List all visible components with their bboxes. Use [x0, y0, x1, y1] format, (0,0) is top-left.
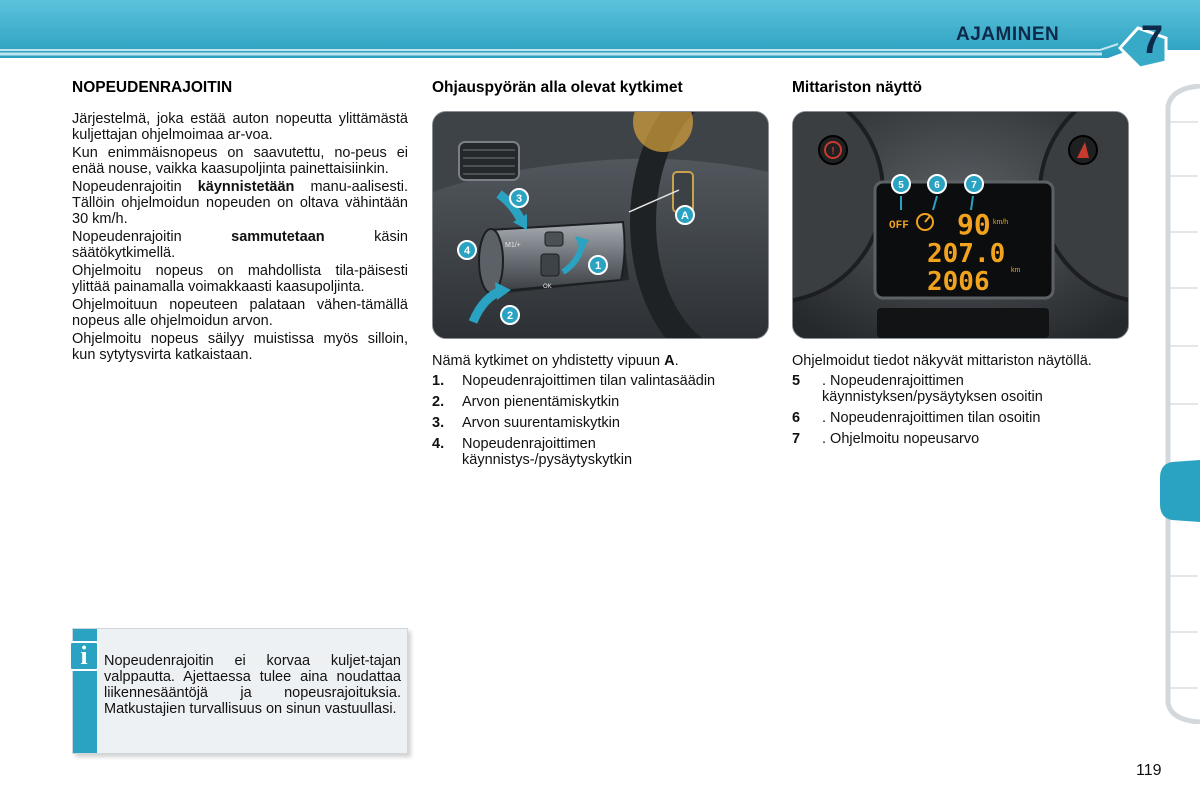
paragraph: Nopeudenrajoitin sammutetaan käsin säätökytkimellä.: [72, 229, 408, 261]
speed-unit: km/h: [993, 219, 1009, 226]
badge-6: 6: [934, 180, 940, 191]
paragraph: Nopeudenrajoitin käynnistetään manu-aalisesti. Tällöin ohjelmoidun nopeuden on oltava vähintään 30 km/h.: [72, 179, 408, 227]
list-item: 4. Nopeudenrajoittimen käynnistys-/pysäytyskytkin: [432, 436, 633, 468]
svg-text:OK: OK: [543, 284, 552, 290]
speed-limiter-column: [72, 78, 408, 365]
label-1: 1: [594, 260, 602, 272]
instrument-display-column: [792, 78, 1129, 452]
list-item: 6 . Nopeudenrajoittimen tilan osoitin: [792, 410, 1041, 426]
paragraph: Kun enimmäisnopeus on saavutettu, no-peus ei enää nouse, vaikka kaasupoljinta painettaisiinkin.: [72, 145, 408, 177]
figure-caption: Ohjelmoidut tiedot näkyvät mittariston näytöllä.: [792, 353, 1092, 369]
section-heading: Ohjauspyörän alla olevat kytkimet: [432, 79, 683, 96]
info-text: Nopeudenrajoitin ei korvaa kuljet-tajan valppautta. Ajettaessa tulee aina noudattaa liikennesääntöjä ja nopeusrajoituksia. Matkustajien turvallisuus on sinun vastuullasi.: [104, 653, 401, 717]
list-item: 5 . Nopeudenrajoittimen käynnistyksen/pysäytyksen osoitin: [792, 373, 1043, 405]
steering-switches-column: [432, 78, 768, 473]
paragraph: Ohjelmoitu nopeus on mahdollista tila-päisesti ylittää painamalla voimakkaasti kaasupoljinta.: [72, 263, 408, 295]
svg-text:!: !: [831, 146, 835, 157]
instrument-illustration: [793, 112, 1129, 339]
info-note: [72, 628, 408, 754]
label-4: 4: [463, 245, 471, 257]
paragraph: Ohjelmoituun nopeuteen palataan vähen-tämällä nopeus alle ohjelmoidun arvon.: [72, 297, 408, 329]
paragraph: Ohjelmoitu nopeus säilyy muistissa myös silloin, kun sytytysvirta katkaistaan.: [72, 331, 408, 363]
list-item: 2. Arvon pienentämiskytkin: [432, 394, 620, 410]
chapter-number: 7: [1140, 18, 1164, 62]
trip-display: 207.0: [927, 239, 1006, 269]
odometer-unit: km: [1011, 267, 1021, 274]
list-item: 1. Nopeudenrajoittimen tilan valintasäädin: [432, 373, 716, 389]
list-item: 7 . Ohjelmoitu nopeusarvo: [792, 431, 980, 447]
svg-text:M1/+: M1/+: [505, 242, 521, 249]
chapter-title: AJAMINEN: [956, 24, 1060, 45]
instrument-display-figure: [792, 111, 1129, 339]
figure-caption: Nämä kytkimet on yhdistetty vipuun A.: [432, 353, 679, 369]
section-heading: Mittariston näyttö: [792, 79, 923, 96]
label-a: A: [681, 210, 689, 222]
page-number: 119: [1136, 762, 1162, 779]
badge-5: 5: [898, 180, 904, 191]
chapter-header: [0, 0, 1200, 62]
list-item: 3. Arvon suurentamiskytkin: [432, 415, 620, 431]
active-chapter-tab[interactable]: [1160, 460, 1200, 522]
label-2: 2: [506, 310, 514, 322]
info-icon: i: [69, 641, 99, 671]
paragraph: Järjestelmä, joka estää auton nopeutta ylittämästä kuljettajan ohjelmoimaa ar-voa.: [72, 111, 408, 143]
stalk-illustration: [433, 112, 769, 339]
chapter-tab-strip: [1158, 84, 1200, 724]
stalk-switch-figure: [432, 111, 769, 339]
odometer-display: 2006: [927, 267, 990, 297]
programmed-speed: 90: [957, 208, 991, 241]
badge-7: 7: [971, 180, 977, 191]
switch-list: [432, 373, 768, 468]
display-indicator-list: [792, 373, 1129, 447]
off-indicator: OFF: [889, 220, 909, 232]
section-heading: NOPEUDENRAJOITIN: [72, 79, 233, 96]
label-3: 3: [515, 193, 523, 205]
